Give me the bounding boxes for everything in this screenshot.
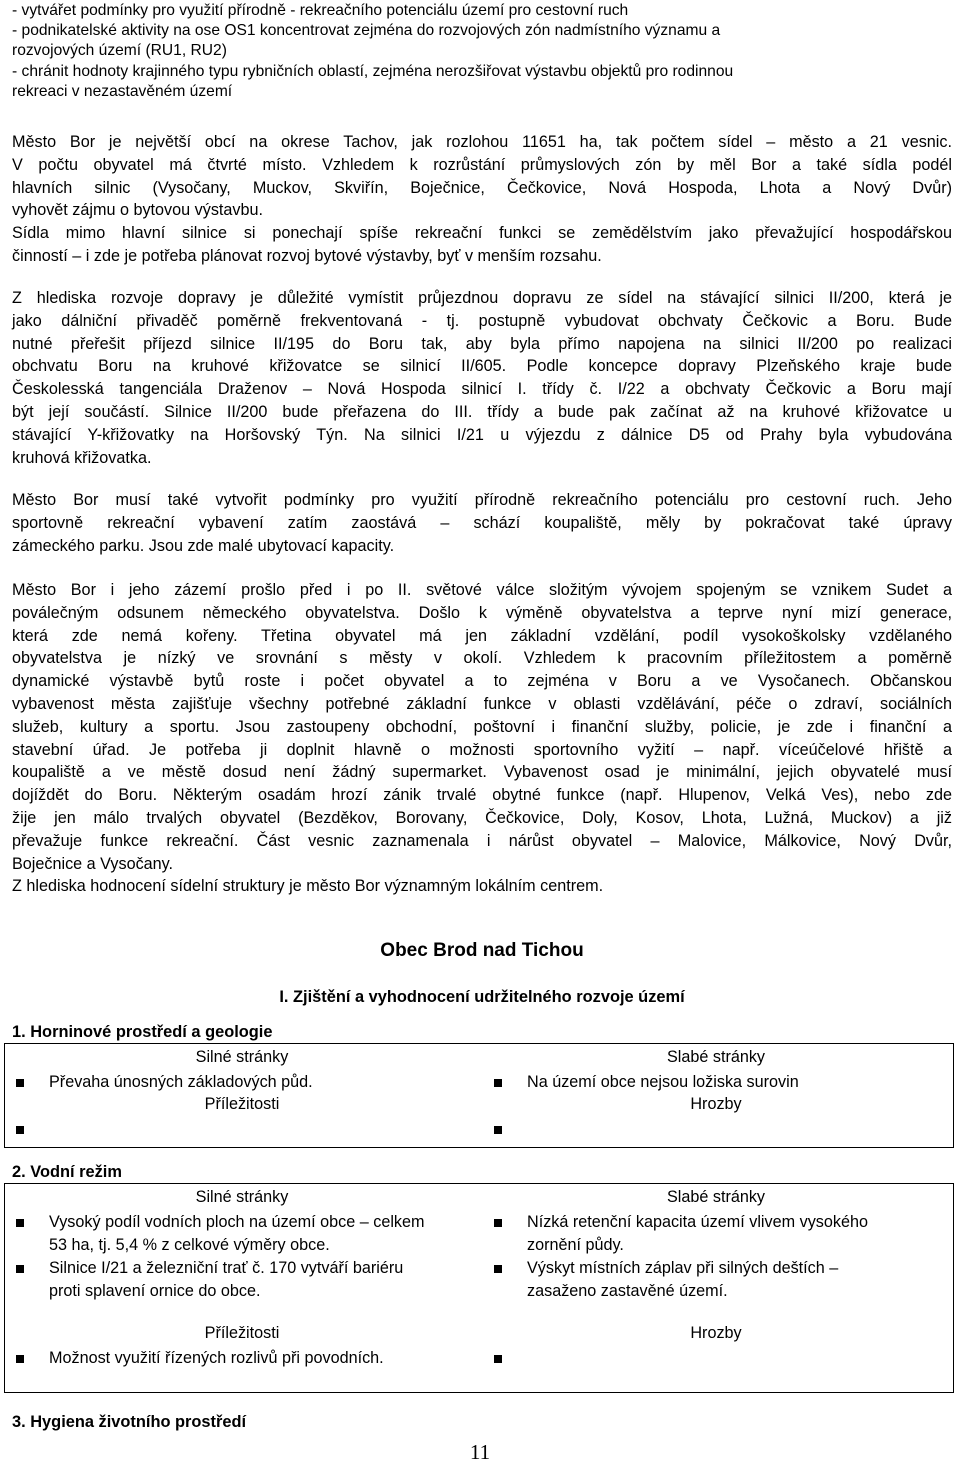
municipality-heading: Obec Brod nad Tichou (380, 940, 584, 961)
text-line: převažuje funkce rekreační. Část vesnic zaznamenala i nárůst obyvatel – Malovice, Málkovice, Nový Dvůr, (12, 831, 952, 850)
bullet-icon (494, 1265, 502, 1273)
bullet-icon (16, 1355, 24, 1363)
text-line: hlavních silnic (Vysočany, Muckov, Skviřín, Boječnice, Čečkovice, Nová Hospoda, Lhota a Nový Dvůr) (12, 178, 952, 197)
opportunities-header: Příležitosti (204, 1324, 280, 1342)
text-line: kruhová křižovatka. (12, 448, 152, 467)
text-line: stávající Y-křižovatky na Horšovský Týn. Na silnici I/21 u výjezdu z dálnice D5 od Prahy byla vybudována (12, 425, 952, 444)
list-item (13, 1071, 430, 1094)
threats-header: Hrozby (690, 1095, 742, 1113)
text-line: jako dálniční přivaděč poměrně frekventovaná - tj. postupně vybudovat obchvaty Čečkovic a Boru. Bude (12, 311, 952, 330)
text-line: poválečným odsunem německého obyvatelstva. Došlo k výměně obyvatelstva a teprve nyní mizí generace, (12, 603, 952, 622)
intro-line: rozvojových území (RU1, RU2) (12, 42, 227, 60)
bullet-icon (494, 1079, 502, 1087)
bullet-icon (16, 1219, 24, 1227)
text-line: nutné přeřešit příjezd silnice II/195 do Boru tak, aby byla přímo napojena na silnici II/200 po realizaci (12, 334, 952, 353)
swot-table-geology (4, 1043, 954, 1148)
strengths-list (13, 1071, 430, 1094)
weaknesses-header: Slabé stránky (666, 1188, 766, 1206)
threats-header: Hrozby (690, 1324, 742, 1342)
intro-line: - podnikatelské aktivity na ose OS1 koncentrovat zejména do rozvojových zón nadmístního významu a (12, 22, 721, 40)
swot-table-water (4, 1183, 954, 1393)
paragraph-tourism (12, 489, 952, 557)
text-line: být její součástí. Silnice II/200 bude přeřazena do III. třídy a bude pak začínat až na kruhové křižovatce u (12, 402, 952, 421)
bullet-icon (16, 1265, 24, 1273)
intro-line: - vytvářet podmínky pro využití přírodně - rekreačního potenciálu území pro cestovní ruch (12, 2, 629, 19)
text-line: dojíždět do Boru. Některým osadám hrozí zánik trvalé obytné funkce (např. Hlupenov, Velká Ves), nebo zde (12, 786, 952, 805)
text-line: služeb, kultury a sportu. Jsou zastoupeny obchodní, poštovní i finanční služby, policie, je zde i finanční a (12, 717, 952, 736)
text-line: Město Bor musí také vytvořit podmínky pro využití přírodně rekreačního potenciálu pro cestovní ruch. Jeho (12, 491, 952, 509)
section-title-water: 2. Vodní režim (12, 1163, 122, 1181)
section-title-geology: 1. Horninové prostředí a geologie (12, 1023, 273, 1041)
list-item (491, 1211, 908, 1257)
text-line: Město Bor je největší obcí na okrese Tachov, jak rozlohou 11651 ha, tak počtem sídel – město a 21 vesnic. (12, 133, 952, 151)
list-item (491, 1071, 908, 1094)
text-line: V počtu obyvatel má čtvrté místo. Vzhledem k rozrůstání průmyslových zón by měl Bor a také sídla podél (12, 155, 952, 174)
text-line: obyvatelstva je nízký ve srovnání s městy v okolí. Vzhledem k pracovním příležitostem a poměrně (12, 649, 952, 668)
text-line: sportovně rekreační vybavení zatím zaostává – schází koupaliště, měly by pokračovat také úpravy (12, 513, 952, 532)
list-item (13, 1347, 430, 1370)
weaknesses-list (491, 1211, 908, 1303)
text-line: Z hlediska hodnocení sídelní struktury je město Bor významným lokálním centrem. (12, 877, 604, 896)
list-item (13, 1257, 430, 1303)
text-line: obchvatu Boru na kruhové křižovatce se silnicí II/605. Podle koncepce dopravy Plzeňského kraje bude (12, 357, 952, 376)
item-text: Převaha únosných základových půd. (49, 1073, 313, 1091)
text-line: žije jen málo trvalých obyvatel (Bezděkov, Borovany, Čečkovice, Doly, Kosov, Lhota, Lužná, Muckov) a již (12, 808, 952, 827)
bullet-icon (494, 1355, 502, 1363)
strengths-header: Silné stránky (195, 1188, 289, 1206)
intro-line: rekreaci v nezastavěném území (12, 82, 233, 100)
list-item (491, 1257, 908, 1303)
item-text: Silnice I/21 a železniční trať č. 170 vytváří bariéru proti splavení ornice do obce. (49, 1259, 404, 1300)
item-text: Výskyt místních záplav při silných deštích – zasaženo zastavěné území. (527, 1259, 839, 1300)
paragraph-bor-overview (12, 131, 952, 268)
strengths-header: Silné stránky (195, 1048, 289, 1066)
text-line: Českolesská tangenciála Draženov – Nová Hospoda silnicí I. třídy č. I/22 a obchvaty Čečkovic a Boru mají (12, 380, 952, 399)
text-line: Sídla mimo hlavní silnice si ponechají spíše rekreační funkci se zemědělstvím jako převažující hospodářskou (12, 224, 952, 243)
paragraph-history-population (12, 579, 952, 898)
intro-bullets (12, 1, 952, 102)
weaknesses-header: Slabé stránky (666, 1048, 766, 1066)
opportunities-list (13, 1347, 430, 1370)
text-line: vyhovět zájmu o bytovou výstavbu. (12, 201, 264, 220)
text-line: vybavenost města zajišťuje všechny potřebné základní funkce v oblasti vzdělávání, péče o zdraví, sociálních (12, 694, 952, 713)
item-text: Nízká retenční kapacita území vlivem vysokého zornění půdy. (527, 1213, 868, 1254)
text-line: dynamické výstavbě bytů roste i počet obyvatel a to zejména v Boru a ve Vysočanech. Občanskou (12, 672, 952, 691)
text-line: Město Bor i jeho zázemí prošlo před i po II. světové válce složitým vývojem spojeným se vznikem Sudet a (12, 581, 952, 599)
paragraph-transport (12, 287, 952, 469)
item-text: Možnost využití řízených rozlivů při povodních. (49, 1349, 384, 1367)
text-line: stavební úřad. Je potřeba ji doplnit hlavně o možnosti sportovního vyžití – např. víceúčelové hřiště a (12, 740, 952, 759)
text-line: která zde nemá kořeny. Třetina obyvatel má jen základní vzdělání, podíl vysokoškolsky vzdělaného (12, 626, 952, 645)
page-number: 11 (469, 1440, 491, 1464)
text-line: činností – i zde je potřeba plánovat rozvoj bytové výstavby, byť v menším rozsahu. (12, 246, 602, 265)
list-item (13, 1211, 430, 1257)
text-line: koupaliště a ve městě dosud není žádný supermarket. Vybavenost osad je minimální, jejich obyvatelé musí (12, 763, 952, 782)
text-line: zámeckého parku. Jsou zde malé ubytovací kapacity. (12, 536, 395, 555)
section-title-hygiene: 3. Hygiena životního prostředí (12, 1413, 247, 1431)
bullet-icon (16, 1126, 24, 1134)
bullet-icon (494, 1219, 502, 1227)
text-line: Z hlediska rozvoje dopravy je důležité vymístit průjezdnou dopravu ze sídel na stávající silnici II/200, která je (12, 289, 952, 307)
strengths-list (13, 1211, 430, 1303)
item-text: Vysoký podíl vodních ploch na území obce – celkem 53 ha, tj. 5,4 % z celkové výměry obce. (49, 1213, 425, 1254)
bullet-icon (494, 1126, 502, 1134)
section-heading: I. Zjištění a vyhodnocení udržitelného rozvoje území (279, 988, 685, 1006)
opportunities-header: Příležitosti (204, 1095, 280, 1113)
bullet-icon (16, 1079, 24, 1087)
item-text: Na území obce nejsou ložiska surovin (527, 1073, 799, 1091)
weaknesses-list (491, 1071, 908, 1094)
text-line: Boječnice a Vysočany. (12, 854, 174, 873)
intro-line: - chránit hodnoty krajinného typu rybničních oblastí, zejména nerozšiřovat výstavbu objektů pro rodinnou (12, 62, 734, 80)
